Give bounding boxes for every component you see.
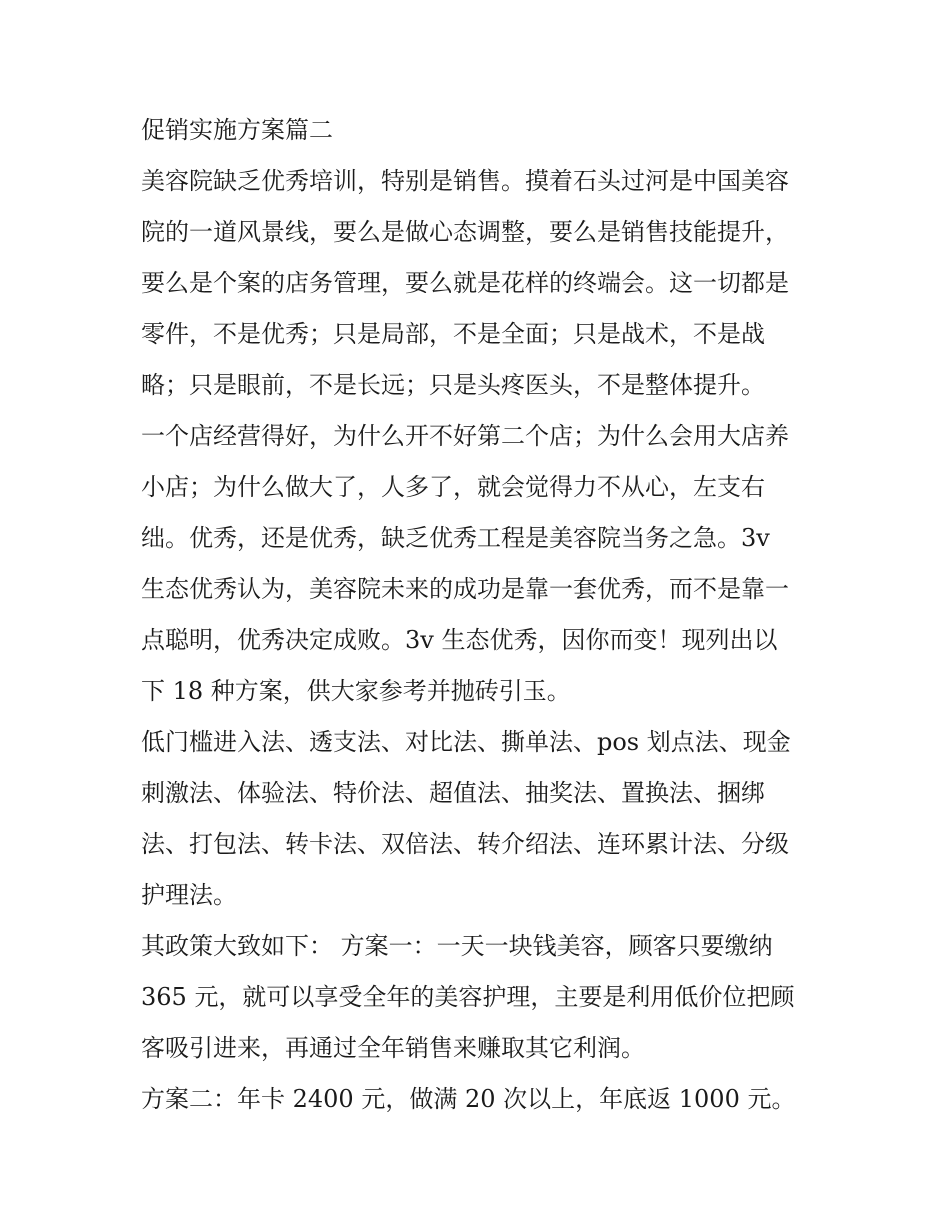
text-line: 低门槛进入法、透支法、对比法、撕单法、pos 划点法、现金 — [141, 728, 791, 756]
text-line: 零件，不是优秀；只是局部，不是全面；只是战术，不是战 — [141, 320, 765, 348]
text-line: 刺激法、体验法、特价法、超值法、抽奖法、置换法、捆绑 — [141, 779, 765, 807]
text-line: 美容院缺乏优秀培训，特别是销售。摸着石头过河是中国美容 — [141, 167, 789, 195]
text-line: 其政策大致如下： 方案一：一天一块钱美容，顾客只要缴纳 — [141, 932, 773, 960]
text-line: 要么是个案的店务管理，要么就是花样的终端会。这一切都是 — [141, 269, 789, 297]
text-line: 小店；为什么做大了，人多了，就会觉得力不从心，左支右 — [141, 473, 765, 501]
text-line: 下 18 种方案，供大家参考并抛砖引玉。 — [141, 677, 571, 705]
document-body — [141, 109, 821, 1129]
text-line: 点聪明，优秀决定成败。3v 生态优秀，因你而变！现列出以 — [141, 626, 778, 654]
text-line: 客吸引进来，再通过全年销售来赚取其它利润。 — [141, 1034, 645, 1062]
text-line: 一个店经营得好，为什么开不好第二个店；为什么会用大店养 — [141, 422, 789, 450]
text-line: 院的一道风景线，要么是做心态调整，要么是销售技能提升， — [141, 218, 789, 246]
document-title: 促销实施方案篇二 — [141, 116, 333, 144]
text-line: 365 元，就可以享受全年的美容护理，主要是利用低价位把顾 — [141, 983, 795, 1011]
text-line: 绌。优秀，还是优秀，缺乏优秀工程是美容院当务之急。3v — [141, 524, 770, 552]
text-line: 略；只是眼前，不是长远；只是头疼医头，不是整体提升。 — [141, 371, 765, 399]
text-line: 生态优秀认为，美容院未来的成功是靠一套优秀，而不是靠一 — [141, 575, 789, 603]
text-line: 方案二：年卡 2400 元，做满 20 次以上，年底返 1000 元。 — [141, 1085, 796, 1113]
text-line: 护理法。 — [141, 881, 237, 909]
text-line: 法、打包法、转卡法、双倍法、转介绍法、连环累计法、分级 — [141, 830, 789, 858]
